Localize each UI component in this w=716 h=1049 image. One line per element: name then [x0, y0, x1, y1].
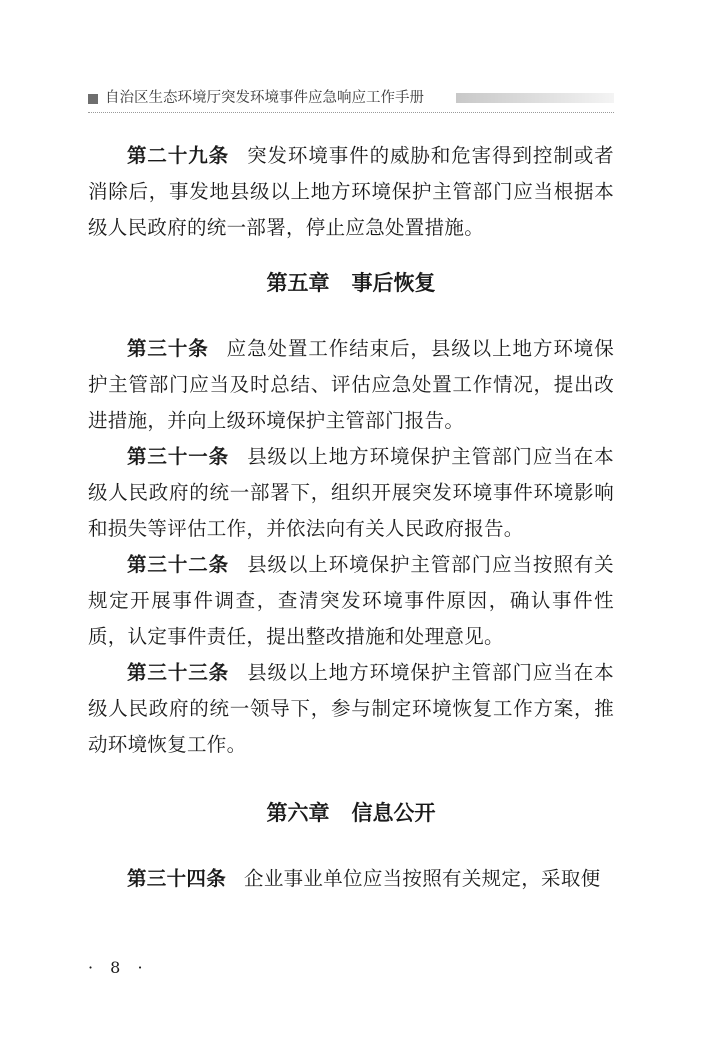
- chapter-number: 第五章: [266, 271, 330, 295]
- article-text: 县级以上地方环境保护主管部门应当在本级人民政府的统一部署下，组织开展突发环境事件环境影响和损失等评估工作，并依法向有关人民政府报告。: [88, 445, 614, 540]
- article-33: [88, 655, 614, 763]
- article-number: 第二十九条: [127, 144, 230, 167]
- article-number: 第三十条: [127, 337, 209, 360]
- article-text: 县级以上环境保护主管部门应当按照有关规定开展事件调查，查清突发环境事件原因，确认事件性质，认定事件责任，提出整改措施和处理意见。: [88, 553, 614, 648]
- article-31: [88, 439, 614, 547]
- chapter-heading-6: [88, 795, 614, 831]
- page-body: [88, 138, 614, 897]
- running-header: [88, 88, 614, 114]
- header-square-icon: [88, 94, 98, 104]
- article-29: [88, 138, 614, 246]
- header-dotted-rule: [88, 112, 614, 113]
- header-gradient-bar: [456, 93, 614, 103]
- page-number: · 8 ·: [88, 958, 149, 977]
- chapter-number: 第六章: [266, 801, 330, 825]
- article-text: 县级以上地方环境保护主管部门应当在本级人民政府的统一领导下，参与制定环境恢复工作方案，推动环境恢复工作。: [88, 661, 614, 756]
- article-30: [88, 331, 614, 439]
- article-34: [88, 861, 614, 897]
- article-32: [88, 547, 614, 655]
- chapter-heading-5: [88, 265, 614, 301]
- article-number: 第三十三条: [127, 661, 230, 684]
- article-number: 第三十一条: [127, 445, 230, 468]
- article-number: 第三十二条: [127, 553, 230, 576]
- article-text: 突发环境事件的威胁和危害得到控制或者消除后，事发地县级以上地方环境保护主管部门应当根据本级人民政府的统一部署，停止应急处置措施。: [88, 144, 614, 239]
- article-number: 第三十四条: [127, 867, 227, 890]
- header-title: 自治区生态环境厅突发环境事件应急响应工作手册: [105, 90, 424, 106]
- article-text: 企业事业单位应当按照有关规定，采取便: [244, 867, 601, 890]
- chapter-title: 信息公开: [351, 801, 436, 825]
- chapter-title: 事后恢复: [351, 271, 436, 295]
- article-text: 应急处置工作结束后，县级以上地方环境保护主管部门应当及时总结、评估应急处置工作情况，提出改进措施，并向上级环境保护主管部门报告。: [88, 337, 614, 432]
